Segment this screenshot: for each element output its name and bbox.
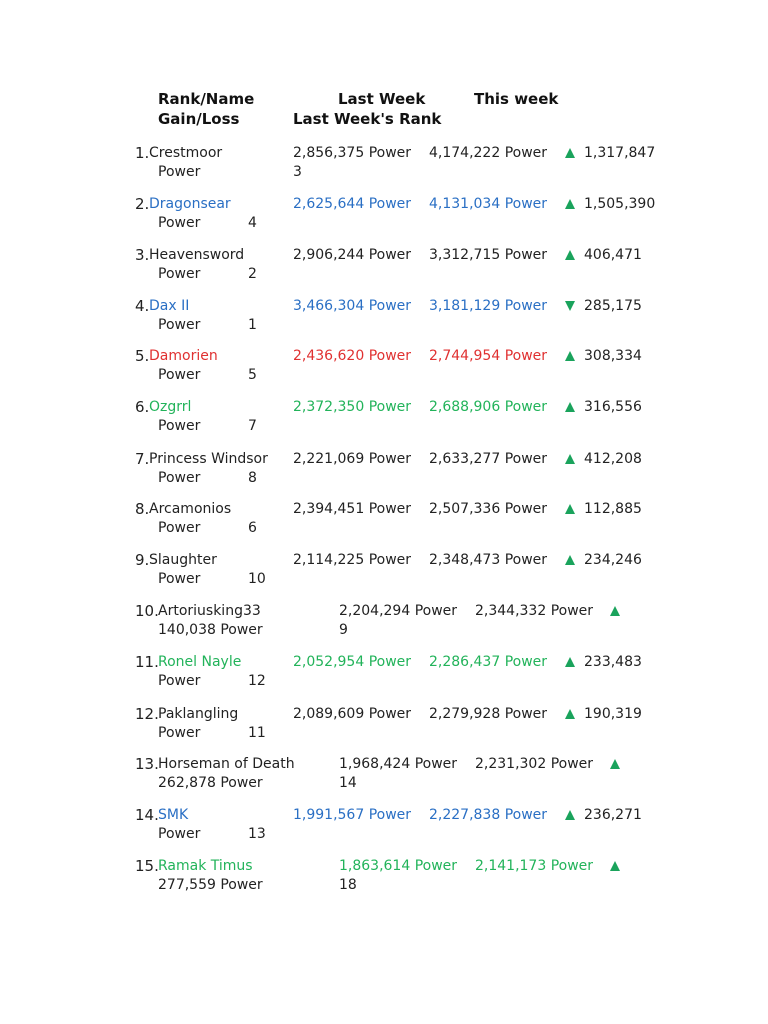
- ranking-entry: [0, 500, 768, 550]
- player-name: Paklangling: [158, 706, 239, 722]
- last-week-power: 2,625,644 Power: [293, 196, 412, 212]
- ranking-entry: [0, 705, 768, 755]
- rank-number: 3.: [135, 246, 150, 264]
- up-arrow-icon: [565, 709, 575, 719]
- last-week-power: 2,436,620 Power: [293, 348, 412, 364]
- last-week-power: 2,394,451 Power: [293, 501, 412, 517]
- last-week-power: 1,991,567 Power: [293, 807, 412, 823]
- last-week-power: 2,089,609 Power: [293, 706, 412, 722]
- last-week-power: 2,204,294 Power: [339, 603, 458, 619]
- header-last-week: Last Week: [338, 90, 426, 108]
- gain-loss-value: 190,319: [584, 706, 642, 722]
- gain-loss-unit: Power: [158, 826, 201, 842]
- gain-loss-value: 316,556: [584, 399, 642, 415]
- player-name: Ramak Timus: [158, 858, 253, 874]
- up-arrow-icon: [565, 250, 575, 260]
- rank-number: 14.: [135, 806, 159, 824]
- this-week-power: 3,312,715 Power: [429, 247, 548, 263]
- last-week-power: 1,968,424 Power: [339, 756, 458, 772]
- gain-loss-unit: 140,038 Power: [158, 622, 263, 638]
- rank-number: 11.: [135, 653, 159, 671]
- player-name: Arcamonios: [149, 501, 232, 517]
- this-week-power: 4,131,034 Power: [429, 196, 548, 212]
- up-arrow-icon: [610, 606, 620, 616]
- gain-loss-unit: Power: [158, 266, 201, 282]
- rank-number: 13.: [135, 755, 159, 773]
- last-week-rank: 18: [339, 877, 357, 893]
- player-name: Damorien: [149, 348, 218, 364]
- ranking-entry: [0, 144, 768, 194]
- last-week-rank: 11: [248, 725, 266, 741]
- this-week-power: 2,286,437 Power: [429, 654, 548, 670]
- last-week-power: 2,856,375 Power: [293, 145, 412, 161]
- gain-loss-value: 236,271: [584, 807, 642, 823]
- up-arrow-icon: [565, 810, 575, 820]
- last-week-power: 2,372,350 Power: [293, 399, 412, 415]
- player-name: Slaughter: [149, 552, 217, 568]
- rank-number: 10.: [135, 602, 159, 620]
- this-week-power: 2,633,277 Power: [429, 451, 548, 467]
- player-name: Dragonsear: [149, 196, 231, 212]
- gain-loss-unit: Power: [158, 215, 201, 231]
- player-name: Princess Windsor: [149, 451, 268, 467]
- this-week-power: 2,744,954 Power: [429, 348, 548, 364]
- last-week-rank: 10: [248, 571, 266, 587]
- last-week-rank: 13: [248, 826, 266, 842]
- this-week-power: 2,344,332 Power: [475, 603, 594, 619]
- gain-loss-value: 406,471: [584, 247, 642, 263]
- up-arrow-icon: [610, 861, 620, 871]
- this-week-power: 2,507,336 Power: [429, 501, 548, 517]
- gain-loss-value: 285,175: [584, 298, 642, 314]
- ranking-entry: [0, 806, 768, 856]
- rank-number: 9.: [135, 551, 150, 569]
- ranking-entry: [0, 450, 768, 500]
- last-week-rank: 1: [248, 317, 257, 333]
- player-name: Horseman of Death: [158, 756, 295, 772]
- last-week-power: 1,863,614 Power: [339, 858, 458, 874]
- last-week-rank: 9: [339, 622, 348, 638]
- ranking-entry: [0, 602, 768, 652]
- gain-loss-value: 112,885: [584, 501, 642, 517]
- gain-loss-unit: Power: [158, 673, 201, 689]
- gain-loss-unit: Power: [158, 470, 201, 486]
- gain-loss-value: 234,246: [584, 552, 642, 568]
- last-week-power: 2,906,244 Power: [293, 247, 412, 263]
- ranking-entry: [0, 297, 768, 347]
- up-arrow-icon: [565, 555, 575, 565]
- this-week-power: 2,141,173 Power: [475, 858, 594, 874]
- last-week-rank: 7: [248, 418, 257, 434]
- last-week-rank: 12: [248, 673, 266, 689]
- header-this-week: This week: [474, 90, 559, 108]
- last-week-rank: 8: [248, 470, 257, 486]
- ranking-entry: [0, 398, 768, 448]
- gain-loss-unit: Power: [158, 520, 201, 536]
- ranking-entry: [0, 347, 768, 397]
- this-week-power: 2,348,473 Power: [429, 552, 548, 568]
- up-arrow-icon: [610, 759, 620, 769]
- up-arrow-icon: [565, 402, 575, 412]
- gain-loss-value: 308,334: [584, 348, 642, 364]
- ranking-entry: [0, 857, 768, 907]
- rank-number: 2.: [135, 195, 150, 213]
- up-arrow-icon: [565, 657, 575, 667]
- rank-number: 6.: [135, 398, 150, 416]
- rank-number: 5.: [135, 347, 150, 365]
- up-arrow-icon: [565, 351, 575, 361]
- this-week-power: 2,227,838 Power: [429, 807, 548, 823]
- gain-loss-unit: Power: [158, 164, 201, 180]
- player-name: Heavensword: [149, 247, 245, 263]
- rank-number: 7.: [135, 450, 150, 468]
- last-week-rank: 14: [339, 775, 357, 791]
- ranking-entry: [0, 653, 768, 703]
- up-arrow-icon: [565, 199, 575, 209]
- ranking-entry: [0, 246, 768, 296]
- gain-loss-unit: Power: [158, 418, 201, 434]
- this-week-power: 2,688,906 Power: [429, 399, 548, 415]
- player-name: Crestmoor: [149, 145, 223, 161]
- rank-number: 8.: [135, 500, 150, 518]
- last-week-power: 2,114,225 Power: [293, 552, 412, 568]
- gain-loss-unit: Power: [158, 725, 201, 741]
- up-arrow-icon: [565, 454, 575, 464]
- last-week-rank: 5: [248, 367, 257, 383]
- gain-loss-unit: Power: [158, 317, 201, 333]
- rank-number: 12.: [135, 705, 159, 723]
- last-week-power: 3,466,304 Power: [293, 298, 412, 314]
- gain-loss-value: 412,208: [584, 451, 642, 467]
- gain-loss-value: 1,317,847: [584, 145, 656, 161]
- gain-loss-unit: 262,878 Power: [158, 775, 263, 791]
- gain-loss-unit: Power: [158, 571, 201, 587]
- last-week-power: 2,052,954 Power: [293, 654, 412, 670]
- header-rank-name: Rank/Name: [158, 90, 255, 108]
- last-week-rank: 3: [293, 164, 302, 180]
- this-week-power: 2,279,928 Power: [429, 706, 548, 722]
- rank-number: 1.: [135, 144, 150, 162]
- ranking-entry: [0, 195, 768, 245]
- player-name: SMK: [158, 807, 189, 823]
- player-name: Dax II: [149, 298, 190, 314]
- this-week-power: 2,231,302 Power: [475, 756, 594, 772]
- gain-loss-unit: Power: [158, 367, 201, 383]
- up-arrow-icon: [565, 504, 575, 514]
- player-name: Ronel Nayle: [158, 654, 242, 670]
- down-arrow-icon: [565, 301, 575, 311]
- last-week-power: 2,221,069 Power: [293, 451, 412, 467]
- rank-number: 15.: [135, 857, 159, 875]
- last-week-rank: 4: [248, 215, 257, 231]
- player-name: Ozgrrl: [149, 399, 192, 415]
- last-week-rank: 2: [248, 266, 257, 282]
- gain-loss-value: 233,483: [584, 654, 642, 670]
- ranking-entry: [0, 755, 768, 805]
- header-gain-loss: Gain/Loss: [158, 110, 240, 128]
- ranking-entry: [0, 551, 768, 601]
- player-name: Artoriusking33: [158, 603, 261, 619]
- this-week-power: 3,181,129 Power: [429, 298, 548, 314]
- this-week-power: 4,174,222 Power: [429, 145, 548, 161]
- rank-number: 4.: [135, 297, 150, 315]
- up-arrow-icon: [565, 148, 575, 158]
- gain-loss-unit: 277,559 Power: [158, 877, 263, 893]
- last-week-rank: 6: [248, 520, 257, 536]
- gain-loss-value: 1,505,390: [584, 196, 656, 212]
- header-last-week-rank: Last Week's Rank: [293, 110, 442, 128]
